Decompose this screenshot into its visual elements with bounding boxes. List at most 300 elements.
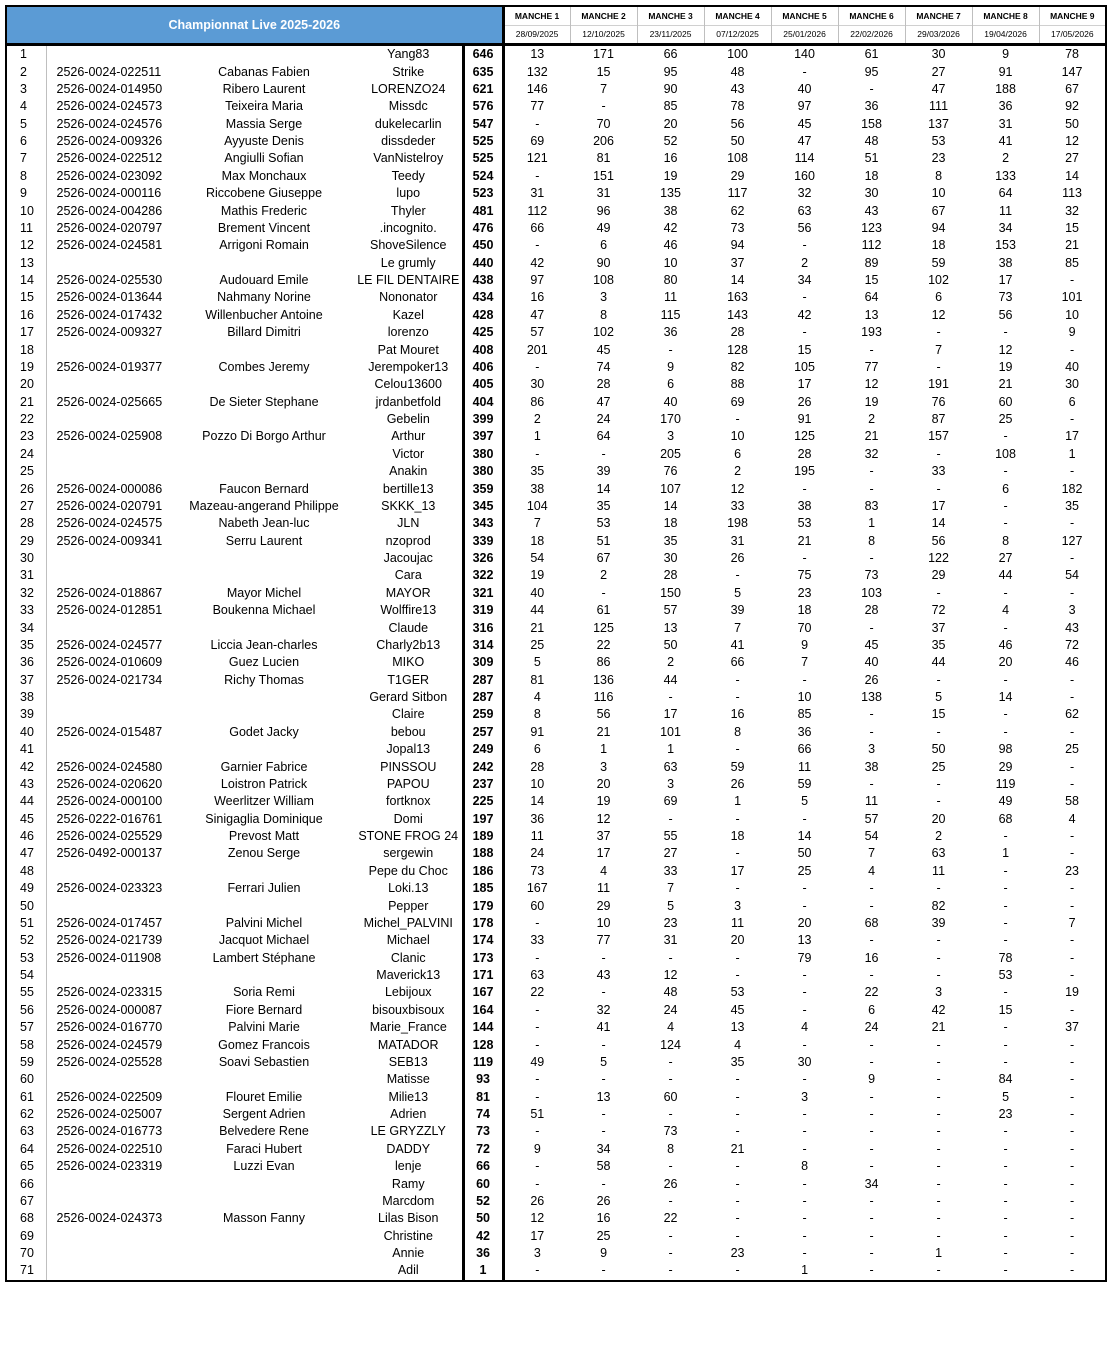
rank-cell: 67: [6, 1193, 46, 1210]
manche-score-cell: 30: [931, 47, 946, 62]
manche-score-cell: 133: [995, 168, 1016, 183]
license-cell: 2526-0024-024373: [56, 1211, 163, 1226]
manche-score-cell: 59: [730, 759, 745, 774]
manche-score-cell: 23: [730, 1246, 745, 1261]
rank-cell: 50: [6, 897, 46, 914]
manche-score-cell: 73: [998, 290, 1013, 305]
manche-score-cell: 61: [596, 603, 611, 618]
total-points-cell: 440: [463, 255, 503, 272]
license-cell: 2526-0024-021734: [56, 672, 163, 687]
rank-cell: 57: [6, 1019, 46, 1036]
table-row: [6, 98, 1106, 115]
manche-score-cell: 147: [1039, 63, 1106, 80]
manche-score-cell: 14: [998, 690, 1013, 705]
total-points-cell: 188: [463, 845, 503, 862]
rank-cell: 63: [6, 1123, 46, 1140]
total-points-cell: 405: [463, 376, 503, 393]
manche-score-cell: 10: [530, 776, 545, 791]
manche-score-cell: -: [1039, 1089, 1106, 1106]
table-row: [6, 1071, 1106, 1088]
manche-score-cell: 2: [600, 568, 608, 583]
manche-score-cell: 66: [530, 220, 545, 235]
table-row: [6, 411, 1106, 428]
manche-score-cell: -: [637, 1262, 704, 1280]
total-points-cell: 171: [463, 967, 503, 984]
manche-score-cell: 10: [797, 690, 812, 705]
manche-score-cell: 57: [530, 325, 545, 340]
manche-score-cell: 116: [593, 690, 614, 705]
manche-score-cell: 16: [864, 950, 879, 965]
manche-score-cell: 2: [734, 464, 742, 479]
player-name-cell: Pozzo Di Borgo Arthur: [202, 429, 326, 444]
manche-score-cell: -: [1039, 1262, 1106, 1280]
manche-score-cell: 123: [861, 220, 882, 235]
nickname-cell: ShoveSilence: [355, 237, 463, 254]
rank-cell: 25: [6, 463, 46, 480]
manche-score-cell: -: [1003, 863, 1008, 878]
license-cell: [46, 689, 173, 706]
license-cell: 2526-0024-024573: [56, 99, 163, 114]
manche-score-cell: 25: [998, 412, 1013, 427]
manche-score-cell: 54: [1039, 567, 1106, 584]
manche-score-cell: 1: [1039, 446, 1106, 463]
manche-score-cell: 33: [730, 498, 745, 513]
manche-score-cell: -: [869, 933, 874, 948]
manche-score-cell: 6: [533, 742, 541, 757]
manche-score-cell: 17: [931, 498, 946, 513]
manche-score-cell: 77: [530, 99, 545, 114]
player-name-cell: Boukenna Michael: [212, 603, 316, 618]
manche-score-cell: 7: [1039, 915, 1106, 932]
table-row: [6, 376, 1106, 393]
manche-score-cell: 20: [797, 915, 812, 930]
rank-cell: 16: [6, 307, 46, 324]
manche-score-cell: 45: [596, 342, 611, 357]
nickname-cell: VanNistelroy: [355, 150, 463, 167]
manche-score-cell: 50: [730, 134, 745, 149]
rank-cell: 62: [6, 1106, 46, 1123]
manche-score-cell: 20: [931, 811, 946, 826]
manche-score-cell: 44: [998, 568, 1013, 583]
table-row: [6, 202, 1106, 219]
manche-score-cell: 24: [530, 846, 545, 861]
manche-score-cell: -: [802, 290, 807, 305]
manche-score-cell: 26: [730, 776, 745, 791]
rank-cell: 17: [6, 324, 46, 341]
manche-score-cell: -: [936, 1089, 941, 1104]
table-row: [6, 324, 1106, 341]
manche-date: 19/04/2026: [973, 25, 1039, 43]
nickname-cell: Nononator: [355, 289, 463, 306]
manche-score-cell: 21: [931, 1020, 946, 1035]
nickname-cell: SKKK_13: [355, 498, 463, 515]
manche-score-cell: 90: [596, 255, 611, 270]
manche-score-cell: 158: [861, 116, 882, 131]
license-cell: [46, 376, 173, 393]
manche-score-cell: 42: [797, 307, 812, 322]
manche-score-cell: 128: [727, 342, 748, 357]
manche-score-cell: -: [601, 1037, 606, 1052]
manche-score-cell: 11: [865, 794, 879, 809]
manche-score-cell: 3: [1039, 602, 1106, 619]
manche-score-cell: 30: [530, 377, 545, 392]
player-name-cell: Soavi Sebastien: [218, 1054, 310, 1069]
table-row: [6, 1262, 1106, 1280]
manche-score-cell: 27: [931, 64, 946, 79]
player-name-cell: Weerlitzer William: [214, 794, 314, 809]
manche-label: MANCHE 9: [1050, 10, 1095, 21]
manche-score-cell: 104: [526, 498, 548, 513]
manche-score-cell: 17: [596, 846, 611, 861]
rank-cell: 35: [6, 637, 46, 654]
manche-header: [1039, 6, 1106, 45]
manche-score-cell: -: [1003, 1141, 1008, 1156]
manche-score-cell: -: [1003, 1211, 1008, 1226]
total-points-cell: 178: [463, 915, 503, 932]
manche-score-cell: -: [1039, 967, 1106, 984]
manche-score-cell: -: [601, 446, 606, 461]
nickname-cell: Missdc: [355, 98, 463, 115]
manche-score-cell: -: [668, 342, 673, 357]
table-row: [6, 220, 1106, 237]
total-points-cell: 450: [463, 237, 503, 254]
manche-score-cell: 48: [663, 985, 678, 1000]
manche-score-cell: 88: [730, 377, 745, 392]
manche-score-cell: -: [601, 99, 606, 114]
manche-score-cell: -: [535, 446, 540, 461]
manche-score-cell: 19: [663, 168, 678, 183]
license-cell: 2526-0024-009326: [56, 134, 163, 149]
manche-score-cell: -: [668, 1246, 673, 1261]
player-name-cell: [173, 1262, 355, 1280]
manche-score-cell: 14: [797, 829, 812, 844]
manche-score-cell: -: [802, 64, 807, 79]
player-name-cell: Soria Remi: [233, 985, 295, 1000]
total-points-cell: 52: [463, 1193, 503, 1210]
table-row: [6, 515, 1106, 532]
manche-score-cell: 13: [797, 933, 812, 948]
manche-score-cell: 15: [797, 342, 812, 357]
manche-score-cell: 91: [530, 724, 545, 739]
manche-header: [503, 6, 570, 45]
total-points-cell: 237: [463, 776, 503, 793]
nickname-cell: lenje: [355, 1158, 463, 1175]
manche-score-cell: 107: [660, 481, 681, 496]
manche-score-cell: 22: [663, 1211, 678, 1226]
player-name-cell: Ayyuste Denis: [224, 134, 304, 149]
manche-score-cell: 4: [801, 1020, 809, 1035]
manche-score-cell: 4: [600, 863, 608, 878]
manche-score-cell: 13: [596, 1089, 611, 1104]
manche-score-cell: 73: [864, 568, 879, 583]
table-row: [6, 1193, 1106, 1210]
total-points-cell: 339: [463, 533, 503, 550]
player-name-cell: Gomez Francois: [218, 1037, 310, 1052]
manche-score-cell: -: [1039, 880, 1106, 897]
manche-score-cell: 36: [998, 99, 1013, 114]
player-name-cell: Godet Jacky: [229, 724, 299, 739]
manche-score-cell: 22: [864, 985, 879, 1000]
total-points-cell: 316: [463, 619, 503, 636]
manche-score-cell: 1: [600, 742, 608, 757]
manche-score-cell: 18: [931, 238, 946, 253]
manche-score-cell: -: [802, 672, 807, 687]
rank-cell: 23: [6, 428, 46, 445]
manche-score-cell: -: [936, 1124, 941, 1139]
rank-cell: 53: [6, 950, 46, 967]
manche-score-cell: 195: [794, 464, 815, 479]
manche-score-cell: 36: [530, 811, 545, 826]
table-row: [6, 845, 1106, 862]
manche-score-cell: 5: [1002, 1089, 1010, 1104]
manche-score-cell: -: [1003, 672, 1008, 687]
license-cell: 2526-0024-022512: [56, 151, 163, 166]
manche-score-cell: 10: [663, 255, 678, 270]
manche-score-cell: -: [1039, 1141, 1106, 1158]
table-row: [6, 984, 1106, 1001]
manche-score-cell: -: [1039, 672, 1106, 689]
manche-score-cell: 19: [864, 394, 879, 409]
nickname-cell: Cara: [355, 567, 463, 584]
nickname-cell: STONE FROG 24: [355, 828, 463, 845]
license-cell: [46, 411, 173, 428]
rank-cell: 41: [6, 741, 46, 758]
manche-score-cell: -: [936, 1228, 941, 1243]
manche-score-cell: 91: [797, 412, 812, 427]
nickname-cell: LORENZO24: [355, 81, 463, 98]
license-cell: 2526-0024-000087: [56, 1002, 163, 1017]
player-name-cell: [173, 897, 355, 914]
nickname-cell: Ramy: [355, 1175, 463, 1192]
manche-score-cell: -: [1039, 1158, 1106, 1175]
manche-score-cell: 11: [999, 203, 1013, 218]
license-cell: 2526-0024-019377: [56, 359, 163, 374]
manche-score-cell: -: [936, 1054, 941, 1069]
nickname-cell: Gerard Sitbon: [355, 689, 463, 706]
table-row: [6, 307, 1106, 324]
manche-score-cell: 54: [530, 551, 545, 566]
manche-score-cell: 111: [929, 99, 949, 114]
manche-score-cell: 1: [1002, 846, 1010, 861]
manche-score-cell: 25: [1039, 741, 1106, 758]
manche-score-cell: -: [1003, 325, 1008, 340]
table-row: [6, 706, 1106, 723]
manche-score-cell: -: [936, 672, 941, 687]
manche-score-cell: 23: [1039, 863, 1106, 880]
license-cell: 2526-0024-024576: [56, 116, 163, 131]
total-points-cell: 72: [463, 1141, 503, 1158]
nickname-cell: PINSSOU: [355, 758, 463, 775]
manche-score-cell: -: [1039, 724, 1106, 741]
table-row: [6, 567, 1106, 584]
nickname-cell: Wolffire13: [355, 602, 463, 619]
rank-cell: 61: [6, 1089, 46, 1106]
table-row: [6, 1054, 1106, 1071]
manche-score-cell: -: [936, 585, 941, 600]
nickname-cell: Matisse: [355, 1071, 463, 1088]
manche-score-cell: -: [1039, 1106, 1106, 1123]
manche-score-cell: 95: [663, 64, 678, 79]
manche-score-cell: -: [1003, 1124, 1008, 1139]
nickname-cell: Yang83: [355, 45, 463, 64]
manche-score-cell: 53: [730, 985, 745, 1000]
manche-score-cell: 44: [931, 655, 946, 670]
table-row: [6, 533, 1106, 550]
manche-score-cell: -: [802, 1107, 807, 1122]
rank-cell: 68: [6, 1210, 46, 1227]
manche-score-cell: 90: [663, 81, 678, 96]
player-name-cell: Brement Vincent: [217, 220, 311, 235]
manche-score-cell: -: [1003, 724, 1008, 739]
manche-score-cell: -: [1039, 341, 1106, 358]
table-row: [6, 394, 1106, 411]
manche-score-cell: 45: [797, 116, 812, 131]
manche-score-cell: -: [601, 1176, 606, 1191]
manche-score-cell: 30: [663, 551, 678, 566]
total-points-cell: 635: [463, 63, 503, 80]
manche-score-cell: 49: [998, 794, 1013, 809]
license-cell: 2526-0024-025529: [56, 829, 163, 844]
table-row: [6, 341, 1106, 358]
manche-score-cell: 70: [797, 620, 812, 635]
manche-date: 25/01/2026: [772, 25, 838, 43]
manche-score-cell: 1: [935, 1246, 943, 1261]
manche-score-cell: 135: [660, 186, 681, 201]
manche-score-cell: -: [936, 1107, 941, 1122]
rank-cell: 54: [6, 967, 46, 984]
manche-score-cell: 20: [663, 116, 678, 131]
total-points-cell: 119: [463, 1054, 503, 1071]
manche-score-cell: 34: [797, 273, 812, 288]
manche-score-cell: -: [1003, 585, 1008, 600]
manche-score-cell: -: [869, 1211, 874, 1226]
total-points-cell: 197: [463, 811, 503, 828]
license-cell: 2526-0024-004286: [56, 203, 163, 218]
nickname-cell: Christine: [355, 1228, 463, 1245]
player-name-cell: [173, 376, 355, 393]
manche-score-cell: 10: [1039, 307, 1106, 324]
manche-score-cell: 13: [663, 620, 678, 635]
player-name-cell: Max Monchaux: [221, 168, 307, 183]
player-name-cell: Jacquot Michael: [218, 933, 310, 948]
manche-date: 29/03/2026: [906, 25, 972, 43]
manche-score-cell: 57: [864, 811, 879, 826]
manche-score-cell: -: [1039, 1123, 1106, 1140]
manche-score-cell: -: [936, 950, 941, 965]
manche-score-cell: -: [869, 342, 874, 357]
manche-score-cell: 82: [730, 359, 745, 374]
player-name-cell: Flouret Emilie: [225, 1089, 303, 1104]
manche-score-cell: 84: [998, 1072, 1013, 1087]
total-points-cell: 164: [463, 1002, 503, 1019]
nickname-cell: Marcdom: [355, 1193, 463, 1210]
nickname-cell: Michel_PALVINI: [355, 915, 463, 932]
manche-score-cell: 15: [998, 1002, 1013, 1017]
manche-score-cell: -: [535, 1072, 540, 1087]
rank-cell: 4: [6, 98, 46, 115]
manche-score-cell: 40: [663, 394, 678, 409]
rank-cell: 18: [6, 341, 46, 358]
manche-score-cell: 182: [1039, 480, 1106, 497]
manche-score-cell: 51: [864, 151, 879, 166]
manche-score-cell: -: [1003, 829, 1008, 844]
manche-score-cell: 6: [734, 446, 742, 461]
manche-score-cell: 2: [1002, 151, 1010, 166]
manche-score-cell: 42: [530, 255, 545, 270]
manche-score-cell: 11: [664, 290, 678, 305]
table-row: [6, 689, 1106, 706]
manche-header: [637, 6, 704, 45]
player-name-cell: [173, 45, 355, 64]
manche-score-cell: 39: [730, 603, 745, 618]
license-cell: [46, 706, 173, 723]
manche-score-cell: 12: [1039, 133, 1106, 150]
license-cell: 2526-0024-024577: [56, 637, 163, 652]
manche-score-cell: 18: [864, 168, 879, 183]
nickname-cell: Claude: [355, 619, 463, 636]
manche-score-cell: -: [735, 568, 740, 583]
manche-score-cell: 97: [530, 273, 545, 288]
player-name-cell: Prevost Matt: [228, 829, 300, 844]
manche-score-cell: -: [601, 985, 606, 1000]
manche-score-cell: 74: [596, 359, 611, 374]
total-points-cell: 547: [463, 116, 503, 133]
rank-cell: 39: [6, 706, 46, 723]
manche-score-cell: -: [802, 898, 807, 913]
manche-score-cell: -: [936, 724, 941, 739]
manche-score-cell: 1: [868, 516, 876, 531]
manche-score-cell: 2: [868, 412, 876, 427]
manche-score-cell: 53: [998, 968, 1013, 983]
license-cell: 2526-0024-000086: [56, 481, 163, 496]
manche-score-cell: 2: [667, 655, 675, 670]
manche-score-cell: 8: [533, 707, 541, 722]
nickname-cell: Lilas Bison: [355, 1210, 463, 1227]
manche-score-cell: 26: [864, 672, 879, 687]
manche-score-cell: -: [1003, 1159, 1008, 1174]
manche-score-cell: -: [869, 1054, 874, 1069]
manche-score-cell: 39: [596, 464, 611, 479]
manche-score-cell: -: [869, 968, 874, 983]
rank-cell: 51: [6, 915, 46, 932]
manche-score-cell: 17: [797, 377, 812, 392]
total-points-cell: 438: [463, 272, 503, 289]
license-cell: 2526-0024-025530: [56, 273, 163, 288]
manche-score-cell: 46: [663, 238, 678, 253]
manche-score-cell: -: [1039, 1054, 1106, 1071]
table-row: [6, 741, 1106, 758]
manche-score-cell: 1: [667, 742, 675, 757]
manche-score-cell: 8: [734, 724, 742, 739]
manche-score-cell: 36: [663, 325, 678, 340]
manche-score-cell: 10: [730, 429, 745, 444]
license-cell: 2526-0024-022511: [56, 64, 162, 79]
manche-score-cell: 157: [928, 429, 949, 444]
manche-score-cell: -: [601, 1124, 606, 1139]
manche-score-cell: 69: [730, 394, 745, 409]
nickname-cell: Kazel: [355, 307, 463, 324]
manche-score-cell: -: [1039, 932, 1106, 949]
manche-score-cell: 44: [530, 603, 545, 618]
manche-score-cell: -: [869, 1159, 874, 1174]
manche-score-cell: -: [735, 1089, 740, 1104]
player-name-cell: Richy Thomas: [224, 672, 304, 687]
manche-score-cell: 94: [730, 238, 745, 253]
license-cell: [46, 897, 173, 914]
manche-score-cell: -: [936, 481, 941, 496]
manche-score-cell: 119: [995, 776, 1016, 791]
nickname-cell: Pepper: [355, 897, 463, 914]
